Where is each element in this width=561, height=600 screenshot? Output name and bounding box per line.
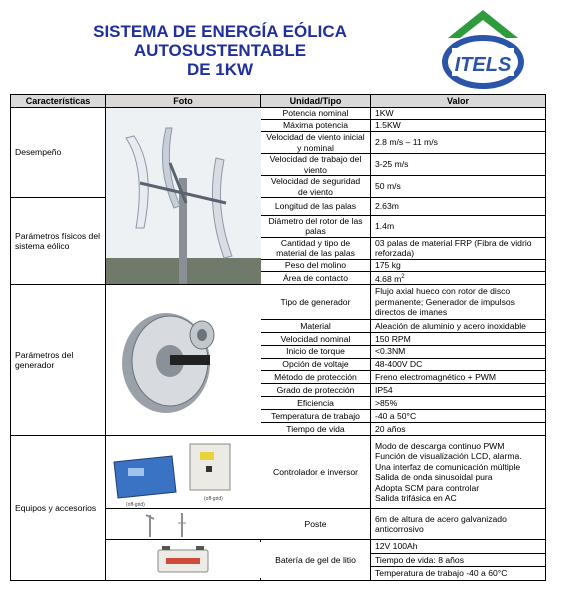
battery-line: Tiempo de vida: 8 años <box>371 554 545 568</box>
param-longitud-palas: Longitud de las palas <box>261 198 371 216</box>
section-fisicos: Parámetros físicos del sistema eólico <box>11 198 106 285</box>
value-inicio-torque: <0.3NM <box>371 345 546 358</box>
inverter-offgrid-label: (off-grid) <box>204 496 223 502</box>
table-row <box>11 285 546 320</box>
controller-line: Modo de descarga continuo PWM <box>375 440 505 451</box>
controller-line: Adopta SCM para controlar <box>375 482 480 493</box>
generator-photo <box>106 285 261 436</box>
param-tipo-generador: Tipo de generador <box>261 285 371 320</box>
value-opcion-voltaje: 48-400V DC <box>371 358 546 371</box>
param-peso-molino: Peso del molino <box>261 259 371 271</box>
param-opcion-voltaje: Opción de voltaje <box>261 358 371 371</box>
param-poste: Poste <box>261 509 371 540</box>
itels-logo <box>438 8 528 92</box>
section-equipos: Equipos y accesorios <box>11 436 106 581</box>
value-velocidad-nominal: 150 RPM <box>371 332 546 345</box>
param-potencia-nominal: Potencia nominal <box>261 108 371 120</box>
param-velocidad-trabajo: Velocidad de trabajo del viento <box>261 154 371 176</box>
param-velocidad-nominal: Velocidad nominal <box>261 332 371 345</box>
controller-line: Una interfaz de comunicación múltiple <box>375 461 521 472</box>
table-row <box>11 108 546 120</box>
battery-line: Temperatura de trabajo -40 a 60°C <box>375 568 508 578</box>
param-metodo-proteccion: Método de protección <box>261 371 371 384</box>
value-cantidad-palas: 03 palas de material FRP (Fibra de vidrio reforzada) <box>371 237 546 259</box>
value-velocidad-seguridad: 50 m/s <box>371 176 546 198</box>
section-generador: Parámetros del generador <box>11 285 106 436</box>
value-temperatura-trabajo: -40 a 50°C <box>371 410 546 423</box>
param-eficiencia: Eficiencia <box>261 397 371 410</box>
param-bateria: Batería de gel de litio <box>261 540 371 581</box>
param-diametro-rotor: Diámetro del rotor de las palas <box>261 215 371 237</box>
controller-line: Salida de onda sinusoidal pura <box>375 472 493 482</box>
logo-text: ITELS <box>454 54 512 76</box>
value-potencia-nominal: 1KW <box>371 108 546 120</box>
controller-line: Función de visualización LCD, alarma. <box>375 451 522 461</box>
header-caracteristicas: Características <box>11 95 106 108</box>
param-inicio-torque: Inicio de torque <box>261 345 371 358</box>
value-poste: 6m de altura de acero galvanizado anticorrosivo <box>371 509 546 540</box>
param-maxima-potencia: Máxima potencia <box>261 120 371 132</box>
battery-photo <box>106 540 261 581</box>
table-header-row <box>11 95 546 108</box>
title-line-3: DE 1KW <box>186 60 254 79</box>
pole-photo <box>106 509 261 540</box>
param-velocidad-seguridad: Velocidad de seguridad de viento <box>261 176 371 198</box>
value-bateria <box>371 540 546 581</box>
param-velocidad-inicial: Velocidad de viento inicial y nominal <box>261 132 371 154</box>
param-area-contacto: Área de contacto <box>261 271 371 284</box>
table-row <box>11 436 546 509</box>
value-diametro-rotor: 1.4m <box>371 215 546 237</box>
header-unidad: Unidad/Tipo <box>261 95 371 108</box>
value-material: Aleación de aluminio y acero inoxidable <box>371 319 546 332</box>
header-valor: Valor <box>371 95 546 108</box>
battery-line: 12V 100Ah <box>371 540 545 554</box>
value-tiempo-vida: 20 años <box>371 423 546 436</box>
param-cantidad-palas: Cantidad y tipo de material de las palas <box>261 237 371 259</box>
value-area-contacto <box>371 271 546 284</box>
value-velocidad-inicial: 2.8 m/s – 11 m/s <box>371 132 546 154</box>
value-grado-proteccion: IP54 <box>371 384 546 397</box>
value-longitud-palas: 2.63m <box>371 198 546 216</box>
value-controlador-inversor <box>371 436 546 509</box>
value-eficiencia: >85% <box>371 397 546 410</box>
controller-offgrid-label: (off-grid) <box>126 502 145 508</box>
section-desempeno: Desempeño <box>11 108 106 198</box>
controller-inverter-photo <box>106 436 261 509</box>
document-title <box>60 22 380 79</box>
area-unit-exponent: 2 <box>401 273 405 280</box>
param-tiempo-vida: Tiempo de vida <box>261 423 371 436</box>
header-foto: Foto <box>106 95 261 108</box>
spec-table <box>10 94 546 581</box>
param-controlador-inversor: Controlador e inversor <box>261 436 371 509</box>
table-row <box>11 198 546 216</box>
title-line-2: AUTOSUSTENTABLE <box>133 41 307 60</box>
value-tipo-generador: Flujo axial hueco con rotor de disco permanente; Generador de impulsos directos de imanes <box>371 285 546 320</box>
value-maxima-potencia: 1.5KW <box>371 120 546 132</box>
controller-line: Salida trifásica en AC <box>375 493 457 503</box>
title-line-1: SISTEMA DE ENERGÍA EÓLICA <box>93 22 347 41</box>
param-grado-proteccion: Grado de protección <box>261 384 371 397</box>
param-temperatura-trabajo: Temperatura de trabajo <box>261 410 371 423</box>
value-velocidad-trabajo: 3-25 m/s <box>371 154 546 176</box>
turbine-photo <box>106 108 261 285</box>
param-material: Material <box>261 319 371 332</box>
value-metodo-proteccion: Freno electromagnético + PWM <box>371 371 546 384</box>
area-value: 4.68 m <box>375 273 402 284</box>
value-peso-molino: 175 kg <box>371 259 546 271</box>
